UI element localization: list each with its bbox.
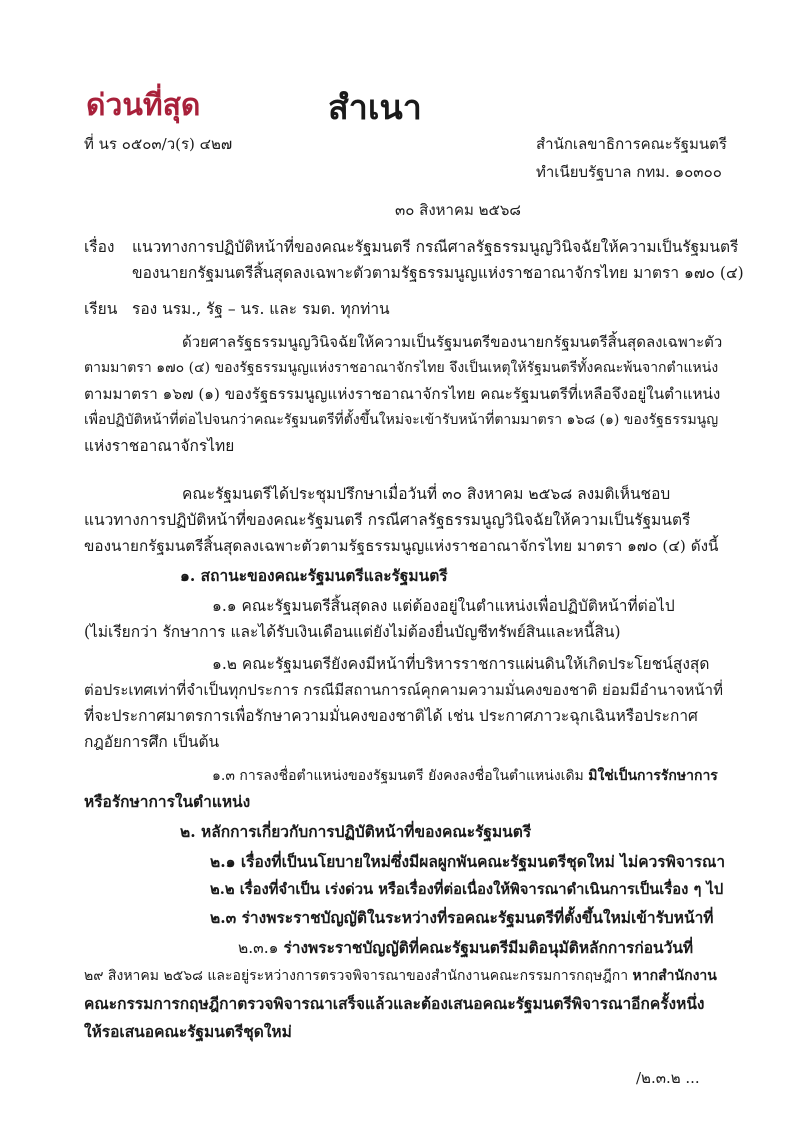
para2-line-2: แนวทางการปฏิบัติหน้าที่ของคณะรัฐมนตรี กรณีศาลรัฐธรรมนูญวินิจฉัยให้ความเป็นรัฐมนตรี [84, 511, 691, 529]
para1-line-1: ด้วยศาลรัฐธรรมนูญวินิจฉัยให้ความเป็นรัฐมนตรีของนายกรัฐมนตรีสิ้นสุดลงเฉพาะตัว [182, 333, 723, 351]
item-1-3-line-2: หรือรักษาการในตำแหน่ง [84, 792, 251, 811]
section-1-heading: ๑. สถานะของคณะรัฐมนตรีและรัฐมนตรี [180, 566, 448, 585]
item-1-2-line-3: ที่จะประกาศมาตรการเพื่อรักษาความมั่นคงของชาติได้ เช่น ประกาศภาวะฉุกเฉินหรือประกาศ [84, 707, 698, 725]
document-date: ๓๐ สิงหาคม ๒๕๖๘ [395, 201, 521, 219]
urgency-stamp: ด่วนที่สุด [86, 88, 201, 123]
item-1-2-line-4: กฎอัยการศึก เป็นต้น [84, 733, 220, 751]
item-2-3-1-line-4: ให้รอเสนอคณะรัฐมนตรีชุดใหม่ [84, 1022, 292, 1041]
para1-line-5: แห่งราชอาณาจักรไทย [84, 437, 235, 455]
item-1-3-bold-text: มิใช่เป็นการรักษาการ [588, 768, 718, 784]
item-1-1-line-1: ๑.๑ คณะรัฐมนตรีสิ้นสุดลง แต่ต้องอยู่ในตำแหน่งเพื่อปฏิบัติหน้าที่ต่อไป [212, 597, 675, 615]
reference-number: ที่ นร ๐๕๐๓/ว(ร) ๔๒๗ [84, 135, 233, 153]
item-1-1-line-2: (ไม่เรียกว่า รักษาการ และได้รับเงินเดือนแต่ยังไม่ต้องยื่นบัญชีทรัพย์สินและหนี้สิน) [84, 623, 621, 641]
recipient-text: รอง นรม., รัฐ – นร. และ รมต. ทุกท่าน [132, 300, 390, 318]
subject-label: เรื่อง [84, 238, 115, 256]
para1-line-2: ตามมาตรา ๑๗๐ (๔) ของรัฐธรรมนูญแห่งราชอาณาจักรไทย จึงเป็นเหตุให้รัฐมนตรีทั้งคณะพ้นจากตำแหน่ง [84, 360, 719, 376]
item-1-2-line-2: ต่อประเทศเท่าที่จำเป็นทุกประการ กรณีมีสถานการณ์คุกคามความมั่นคงของชาติ ย่อมมีอำนาจหน้าที่ [84, 681, 723, 699]
item-2-1: ๒.๑ เรื่องที่เป็นนโยบายใหม่ซึ่งมีผลผูกพันคณะรัฐมนตรีชุดใหม่ ไม่ควรพิจารณา [210, 852, 726, 871]
item-2-3-1-prefix: ๒.๓.๑ [238, 939, 284, 957]
page-continuation: /๒.๓.๒ ... [636, 1069, 700, 1087]
item-1-3-line-1 [212, 766, 724, 786]
item-2-3-1-bold-text: ร่างพระราชบัญญัติที่คณะรัฐมนตรีมีมติอนุมัติหลักการก่อนวันที่ [283, 938, 694, 957]
item-2-3: ๒.๓ ร่างพระราชบัญญัติในระหว่างที่รอคณะรัฐมนตรีที่ตั้งขึ้นใหม่เข้ารับหน้าที่ [210, 908, 714, 927]
office-address: ทำเนียบรัฐบาล กทม. ๑๐๓๐๐ [536, 163, 722, 181]
item-1-2-line-1: ๑.๒ คณะรัฐมนตรียังคงมีหน้าที่บริหารราชการแผ่นดินให้เกิดประโยชน์สูงสุด [212, 655, 710, 673]
issuing-office: สำนักเลขาธิการคณะรัฐมนตรี [536, 135, 727, 153]
subject-line-1: แนวทางการปฏิบัติหน้าที่ของคณะรัฐมนตรี กรณีศาลรัฐธรรมนูญวินิจฉัยให้ความเป็นรัฐมนตรี [132, 238, 739, 256]
copy-mark: สำเนา [328, 88, 422, 128]
para1-line-3: ตามมาตรา ๑๖๗ (๑) ของรัฐธรรมนูญแห่งราชอาณาจักรไทย คณะรัฐมนตรีที่เหลือจึงอยู่ในตำแหน่ง [84, 385, 721, 403]
para2-line-3: ของนายกรัฐมนตรีสิ้นสุดลงเฉพาะตัวตามรัฐธรรมนูญแห่งราชอาณาจักรไทย มาตรา ๑๗๐ (๔) ดังนี้ [84, 537, 719, 555]
item-2-3-1-line-1 [238, 938, 724, 958]
item-2-2: ๒.๒ เรื่องที่จำเป็น เร่งด่วน หรือเรื่องที่ต่อเนื่องให้พิจารณาดำเนินการเป็นเรื่อง ๆ ไป [210, 881, 724, 898]
item-2-3-1-line-3: คณะกรรมการกฤษฎีกาตรวจพิจารณาเสร็จแล้วและต้องเสนอคณะรัฐมนตรีพิจารณาอีกครั้งหนึ่ง [84, 994, 705, 1013]
para1-line-4: เพื่อปฏิบัติหน้าที่ต่อไปจนกว่าคณะรัฐมนตรีที่ตั้งขึ้นใหม่จะเข้ารับหน้าที่ตามมาตรา ๑๖๘ (๑) ของรัฐธรรมนูญ [84, 412, 719, 428]
para2-line-1: คณะรัฐมนตรีได้ประชุมปรึกษาเมื่อวันที่ ๓๐ สิงหาคม ๒๕๖๘ ลงมติเห็นชอบ [182, 485, 671, 503]
section-2-heading: ๒. หลักการเกี่ยวกับการปฏิบัติหน้าที่ของคณะรัฐมนตรี [180, 822, 532, 841]
recipient-label: เรียน [84, 300, 118, 318]
item-2-3-1-line-2-bold: หากสำนักงาน [632, 968, 717, 984]
item-1-3-normal-text: ๑.๓ การลงชื่อตำแหน่งของรัฐมนตรี ยังคงลงชื่อในตำแหน่งเดิม [212, 768, 589, 784]
item-2-3-1-line-2-normal: ๒๙ สิงหาคม ๒๕๖๘ และอยู่ระหว่างการตรวจพิจารณาของสำนักงานคณะกรรมการกฤษฎีกา [84, 968, 633, 984]
subject-line-2: ของนายกรัฐมนตรีสิ้นสุดลงเฉพาะตัวตามรัฐธรรมนูญแห่งราชอาณาจักรไทย มาตรา ๑๗๐ (๔) [132, 264, 744, 282]
item-2-3-1-line-2 [84, 966, 724, 986]
